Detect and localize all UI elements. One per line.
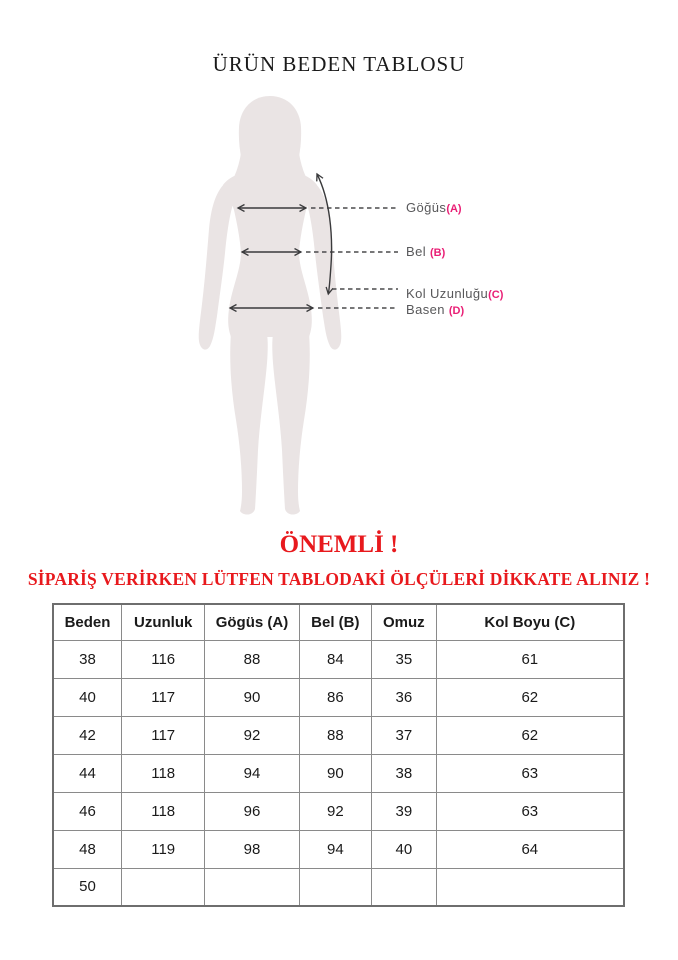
table-cell: 46 [53,792,122,830]
table-cell: 40 [53,678,122,716]
table-cell: 118 [122,754,205,792]
table-cell [299,868,372,906]
measurement-label-2 [406,244,445,261]
table-cell: 92 [205,716,299,754]
table-cell: 64 [436,830,624,868]
measurement-key: (A) [446,203,462,215]
measurement-key: (D) [448,305,465,317]
measurement-name: Göğüs [406,200,447,215]
table-cell: 118 [122,792,205,830]
warning-title: ÖNEMLİ ! [279,531,399,558]
measurement-name: Basen [406,302,449,317]
size-table-body [53,640,624,906]
table-cell: 63 [436,792,624,830]
warning-subtitle: SİPARİŞ VERİRKEN LÜTFEN TABLODAKİ ÖLÇÜLERİ DİKKATE ALINIZ ! [27,569,651,589]
table-cell: 38 [372,754,437,792]
size-table-header-row [53,604,624,640]
table-cell: 92 [299,792,372,830]
table-cell: 62 [436,716,624,754]
table-cell [372,868,437,906]
table-cell: 117 [122,678,205,716]
table-cell: 117 [122,716,205,754]
table-cell: 39 [372,792,437,830]
table-cell: 50 [53,868,122,906]
left-leg-shape [230,333,268,515]
table-cell: 61 [436,640,624,678]
measurement-key: (C) [488,289,504,301]
table-cell: 62 [436,678,624,716]
table-cell [436,868,624,906]
table-cell: 90 [299,754,372,792]
measurement-name: Kol Uzunluğu [406,286,489,301]
table-cell: 42 [53,716,122,754]
measurement-arrows [170,160,410,325]
table-cell: 38 [53,640,122,678]
table-cell: 94 [299,830,372,868]
table-cell: 88 [299,716,372,754]
table-cell: 116 [122,640,205,678]
table-cell: 35 [372,640,437,678]
measurement-label-1 [406,200,462,217]
table-row [53,868,624,906]
table-cell: 40 [372,830,437,868]
table-row [53,678,624,716]
column-header: Gögüs (A) [205,604,299,640]
size-table [52,603,625,907]
table-cell [205,868,299,906]
table-row [53,792,624,830]
column-header: Bel (B) [299,604,372,640]
column-header: Beden [53,604,122,640]
table-cell: 86 [299,678,372,716]
table-cell: 44 [53,754,122,792]
table-row [53,716,624,754]
column-header: Kol Boyu (C) [436,604,624,640]
measurement-key: (B) [430,247,446,259]
table-row [53,830,624,868]
measurement-label-3 [406,286,503,303]
table-cell: 119 [122,830,205,868]
measurement-name: Bel [406,244,431,259]
table-cell [122,868,205,906]
table-cell: 90 [205,678,299,716]
arm-length-arrow [317,174,332,294]
table-cell: 88 [205,640,299,678]
table-cell: 48 [53,830,122,868]
page-title: ÜRÜN BEDEN TABLOSU [212,52,466,76]
table-row [53,754,624,792]
column-header: Omuz [372,604,437,640]
table-cell: 96 [205,792,299,830]
table-cell: 37 [372,716,437,754]
table-cell: 36 [372,678,437,716]
measurement-label-4 [406,302,464,319]
table-cell: 63 [436,754,624,792]
table-cell: 98 [205,830,299,868]
table-cell: 84 [299,640,372,678]
table-row [53,640,624,678]
right-leg-shape [272,333,310,515]
column-header: Uzunluk [122,604,205,640]
table-cell: 94 [205,754,299,792]
